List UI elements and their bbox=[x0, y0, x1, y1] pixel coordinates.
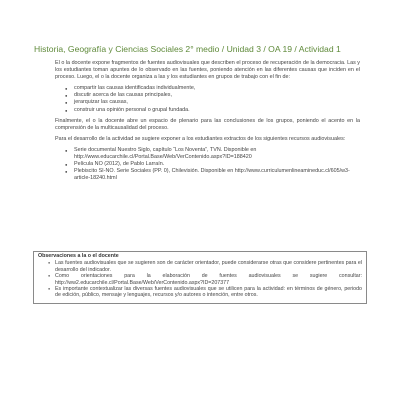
source-item: ● Película NO (2012), de Pablo Larraín. bbox=[65, 161, 360, 168]
activity-body bbox=[55, 60, 360, 186]
sources-intro: Para el desarrollo de la actividad se sugiere exponer a los estudiantes extractos de los siguientes recursos audiovisuales: bbox=[55, 135, 346, 142]
observations-box bbox=[33, 251, 367, 304]
sources-list bbox=[55, 147, 360, 182]
task-list bbox=[55, 85, 360, 113]
observation-item: ● Como orientaciones para la elaboración de fuentes audiovisuales se sugiere consultar: http://ww2.educarchile.cl/Portal.Base/Web/VerContenido.aspx?ID=207377 bbox=[48, 273, 362, 286]
task-item: ● jerarquizar las causas, bbox=[65, 99, 360, 106]
task-item: ● construir una opinión personal o grupal fundada. bbox=[65, 107, 360, 114]
source-item: ● Plebiscito SI-NO. Serie Sociales (PP. 0), Chilevisión. Disponible en http://www.curriculumenlineamineduc.cl/605/w3-article-18240.html bbox=[65, 168, 360, 182]
source-item: ● Serie documental Nuestro Siglo, capítulo “Los Noventa”, TVN. Disponible en http://www.educarchile.cl/Portal.Base/Web/VerContenido.aspx?ID=188420 bbox=[65, 147, 360, 161]
observations-title: Observaciones a la o el docente bbox=[38, 253, 119, 259]
closing-paragraph: Finalmente, el o la docente abre un espacio de plenario para las conclusiones de los grupos, poniendo el acento en la comprensión de la multicausalidad del proceso. bbox=[55, 117, 360, 131]
task-item: ● discutir acerca de las causas principales, bbox=[65, 92, 360, 99]
observation-item: ● Las fuentes audiovisuales que se sugieren son de carácter orientador, puede considerarse otras que considere pertinentes para el desarrollo del indicador. bbox=[48, 260, 362, 273]
observations-list bbox=[38, 260, 362, 298]
observation-item: ● Es importante contextualizar las diversas fuentes audiovisuales que se utilicen para la actividad: en términos de género, periodo de edición, público, mensaje y lenguajes, recursos y/o autores o intención, entre otros. bbox=[48, 286, 362, 299]
task-item: ● compartir las causas identificadas individualmente, bbox=[65, 85, 360, 92]
intro-paragraph: El o la docente expone fragmentos de fuentes audiovisuales que describen el proceso de recuperación de la democracia. Las y los estudiantes toman apuntes de lo observado en las fuentes, poniendo atención en las diferentes causas que inciden en el proceso. Luego, el o la docente organiza a las y los estudiantes en grupos de trabajo con el fin de: bbox=[55, 60, 360, 81]
document-title: Historia, Geografía y Ciencias Sociales 2° medio / Unidad 3 / OA 19 / Actividad 1 bbox=[34, 44, 341, 54]
